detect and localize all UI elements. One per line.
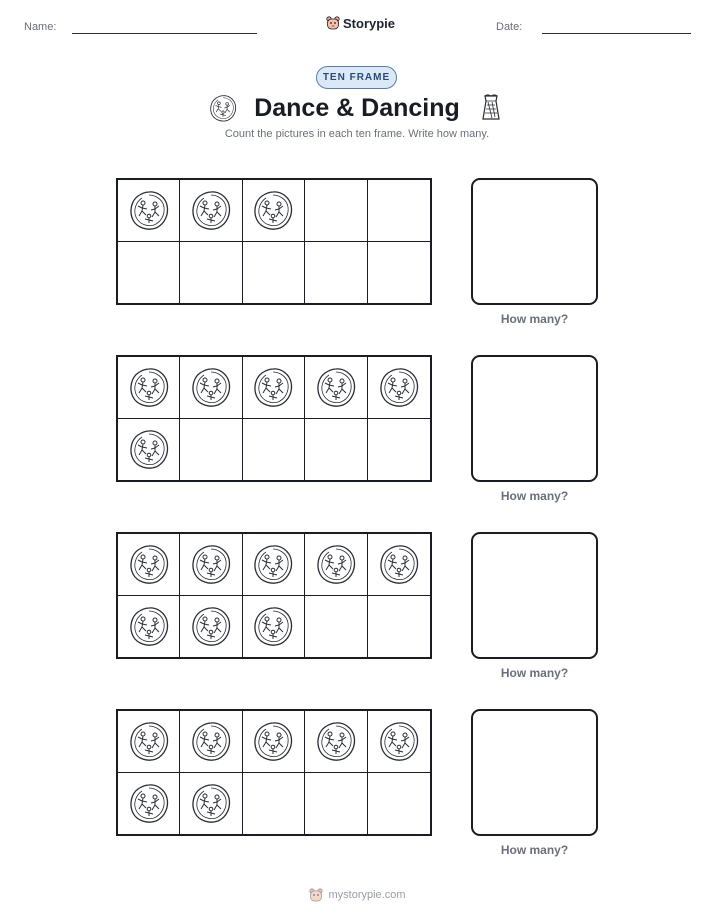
- filled-cell: [368, 534, 430, 596]
- brand-name: Storypie: [343, 15, 396, 31]
- answer-box[interactable]: [471, 178, 598, 305]
- filled-cell: [118, 711, 180, 773]
- dancers-circle-icon: [251, 542, 295, 586]
- answer-box[interactable]: [471, 355, 598, 482]
- dancers-circle-icon: [314, 719, 358, 763]
- ten-frame: [116, 178, 432, 305]
- dancers-circle-icon: [251, 719, 295, 763]
- empty-cell: [368, 180, 430, 242]
- dancers-circle-icon: [189, 365, 233, 409]
- filled-cell: [180, 180, 242, 242]
- empty-cell: [118, 242, 180, 304]
- brand: [325, 13, 395, 33]
- filled-cell: [180, 711, 242, 773]
- filled-cell: [305, 711, 367, 773]
- filled-cell: [243, 711, 305, 773]
- ten-frame: [116, 532, 432, 659]
- filled-cell: [180, 357, 242, 419]
- title-row: [0, 90, 714, 126]
- filled-cell: [180, 534, 242, 596]
- empty-cell: [180, 242, 242, 304]
- filled-cell: [243, 596, 305, 658]
- dancers-circle-icon: [377, 542, 421, 586]
- dancers-circle-icon: [189, 781, 233, 825]
- dance-costume-icon: [476, 93, 506, 123]
- date-line[interactable]: [542, 33, 691, 34]
- filled-cell: [243, 180, 305, 242]
- filled-cell: [118, 419, 180, 481]
- how-many-label: How many?: [500, 666, 569, 680]
- name-line[interactable]: [72, 33, 257, 34]
- ten-frame: [116, 355, 432, 482]
- dancers-circle-icon: [127, 604, 171, 648]
- empty-cell: [180, 419, 242, 481]
- empty-cell: [368, 242, 430, 304]
- dancers-circle-icon: [127, 365, 171, 409]
- dancers-circle-icon: [314, 542, 358, 586]
- filled-cell: [305, 357, 367, 419]
- empty-cell: [305, 242, 367, 304]
- dancers-circle-icon: [251, 365, 295, 409]
- dancers-circle-icon: [127, 188, 171, 232]
- dancers-circle-icon: [377, 719, 421, 763]
- name-label: Name:: [24, 21, 57, 33]
- footer: [0, 885, 714, 905]
- dancers-circle-icon: [189, 604, 233, 648]
- empty-cell: [368, 773, 430, 835]
- dancers-circle-icon: [377, 365, 421, 409]
- filled-cell: [368, 711, 430, 773]
- filled-cell: [118, 596, 180, 658]
- empty-cell: [243, 773, 305, 835]
- dancers-circle-icon: [127, 427, 171, 471]
- empty-cell: [305, 773, 367, 835]
- filled-cell: [243, 534, 305, 596]
- storypie-logo-icon: [308, 887, 324, 903]
- filled-cell: [118, 773, 180, 835]
- dancers-circle-icon: [127, 781, 171, 825]
- storypie-logo-icon: [325, 15, 341, 31]
- how-many-label: How many?: [500, 843, 569, 857]
- how-many-label: How many?: [500, 489, 569, 503]
- how-many-label: How many?: [500, 312, 569, 326]
- empty-cell: [243, 242, 305, 304]
- dancers-circle-icon: [189, 719, 233, 763]
- date-label: Date:: [496, 21, 523, 33]
- empty-cell: [243, 419, 305, 481]
- empty-cell: [368, 596, 430, 658]
- instructions: Count the pictures in each ten frame. Write how many.: [224, 128, 490, 140]
- dancers-circle-icon: [251, 188, 295, 232]
- filled-cell: [180, 773, 242, 835]
- empty-cell: [305, 180, 367, 242]
- dancers-circle-icon: [189, 188, 233, 232]
- dancers-circle-icon: [189, 542, 233, 586]
- filled-cell: [243, 357, 305, 419]
- ten-frame-badge: TEN FRAME: [316, 66, 397, 89]
- page-title: Dance & Dancing: [254, 94, 460, 122]
- ten-frame: [116, 709, 432, 836]
- dancers-circle-icon: [251, 604, 295, 648]
- answer-box[interactable]: [471, 532, 598, 659]
- footer-url[interactable]: mystorypie.com: [328, 889, 406, 901]
- empty-cell: [305, 596, 367, 658]
- empty-cell: [368, 419, 430, 481]
- dancers-circle-icon: [127, 719, 171, 763]
- filled-cell: [368, 357, 430, 419]
- dancers-circle-icon: [314, 365, 358, 409]
- empty-cell: [305, 419, 367, 481]
- answer-box[interactable]: [471, 709, 598, 836]
- filled-cell: [118, 180, 180, 242]
- filled-cell: [118, 534, 180, 596]
- dancers-circle-icon: [127, 542, 171, 586]
- filled-cell: [305, 534, 367, 596]
- filled-cell: [118, 357, 180, 419]
- filled-cell: [180, 596, 242, 658]
